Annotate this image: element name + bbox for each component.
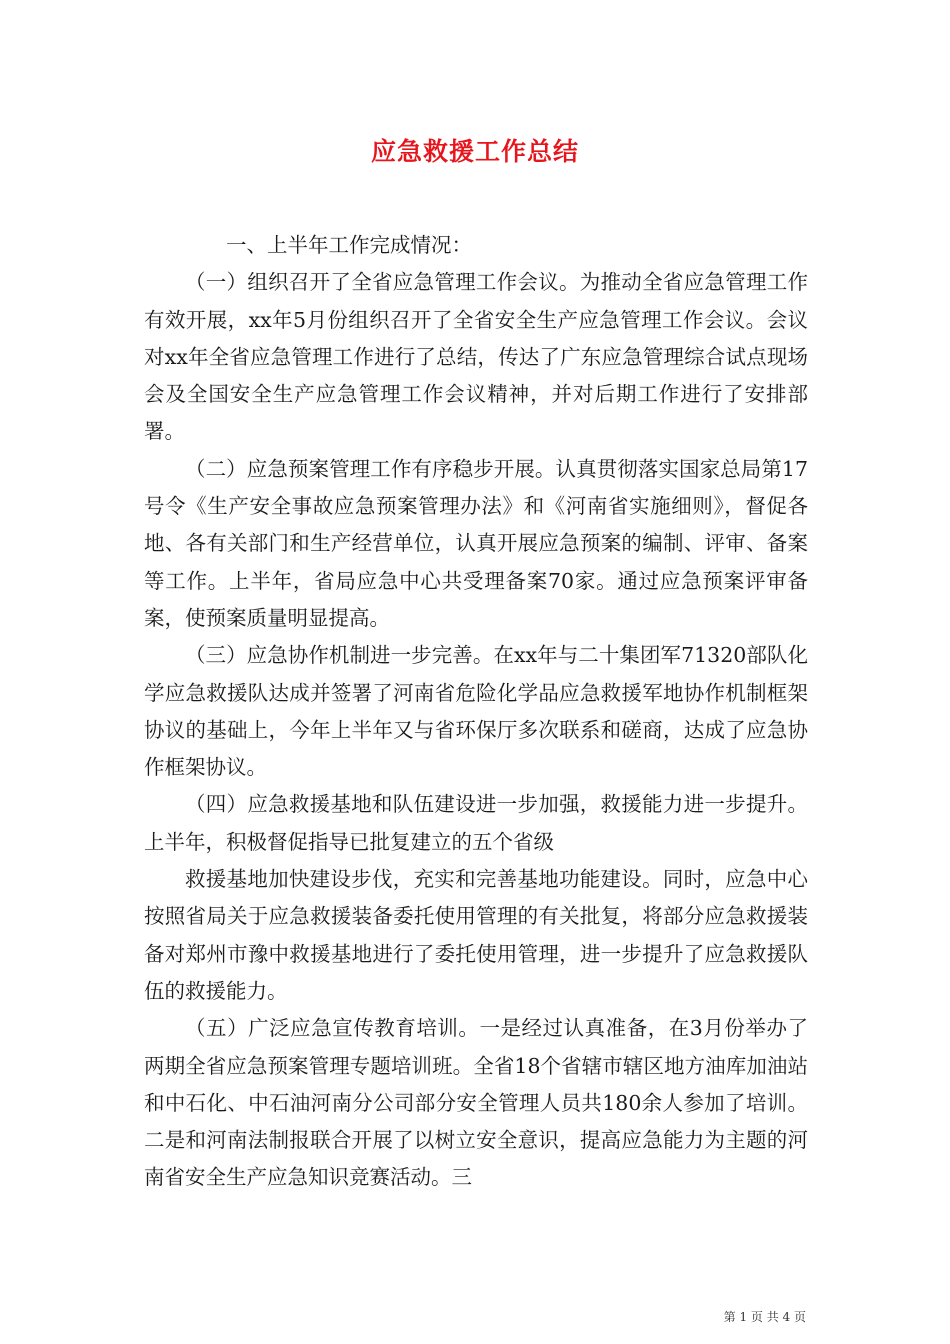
document-title: 应急救援工作总结	[370, 137, 579, 166]
paragraph-4: （四）应急救援基地和队伍建设进一步加强，救援能力进一步提升。上半年，积极督促指导已批复建立的五个省级	[144, 792, 808, 854]
paragraph-5: （五）广泛应急宣传教育培训。一是经过认真准备，在3月份举办了两期全省应急预案管理专题培训班。全省18个省辖市辖区地方油库加油站和中石化、中石油河南分公司部分安全管理人员共180余人参加了培训。二是和河南法制报联合开展了以树立安全意识，提高应急能力为主题的河南省安全生产应急知识竞赛活动。三	[144, 1016, 808, 1190]
paragraph-1: （一）组织召开了全省应急管理工作会议。为推动全省应急管理工作有效开展，xx年5月份组织召开了全省安全生产应急管理工作会议。会议对xx年全省应急管理工作进行了总结，传达了广东应急管理综合试点现场会及全国安全生产应急管理工作会议精神，并对后期工作进行了安排部署。	[144, 270, 808, 444]
document-body	[144, 227, 808, 1197]
paragraph-4-continued: 救援基地加快建设步伐，充实和完善基地功能建设。同时，应急中心按照省局关于应急救援装备委托使用管理的有关批复，将部分应急救援装备对郑州市豫中救援基地进行了委托使用管理，进一步提升了应急救援队伍的救援能力。	[144, 867, 808, 1003]
page-number-footer: 第 1 页 共 4 页	[723, 1310, 806, 1324]
paragraph-2: （二）应急预案管理工作有序稳步开展。认真贯彻落实国家总局第17号令《生产安全事故应急预案管理办法》和《河南省实施细则》，督促各地、各有关部门和生产经营单位，认真开展应急预案的编制、评审、备案等工作。上半年，省局应急中心共受理备案70家。通过应急预案评审备案，使预案质量明显提高。	[144, 456, 808, 630]
paragraph-3: （三）应急协作机制进一步完善。在xx年与二十集团军71320部队化学应急救援队达成并签署了河南省危险化学品应急救援军地协作机制框架协议的基础上，今年上半年又与省环保厅多次联系和磋商，达成了应急协作框架协议。	[144, 643, 808, 780]
section-heading: 一、上半年工作完成情况：	[226, 233, 472, 257]
